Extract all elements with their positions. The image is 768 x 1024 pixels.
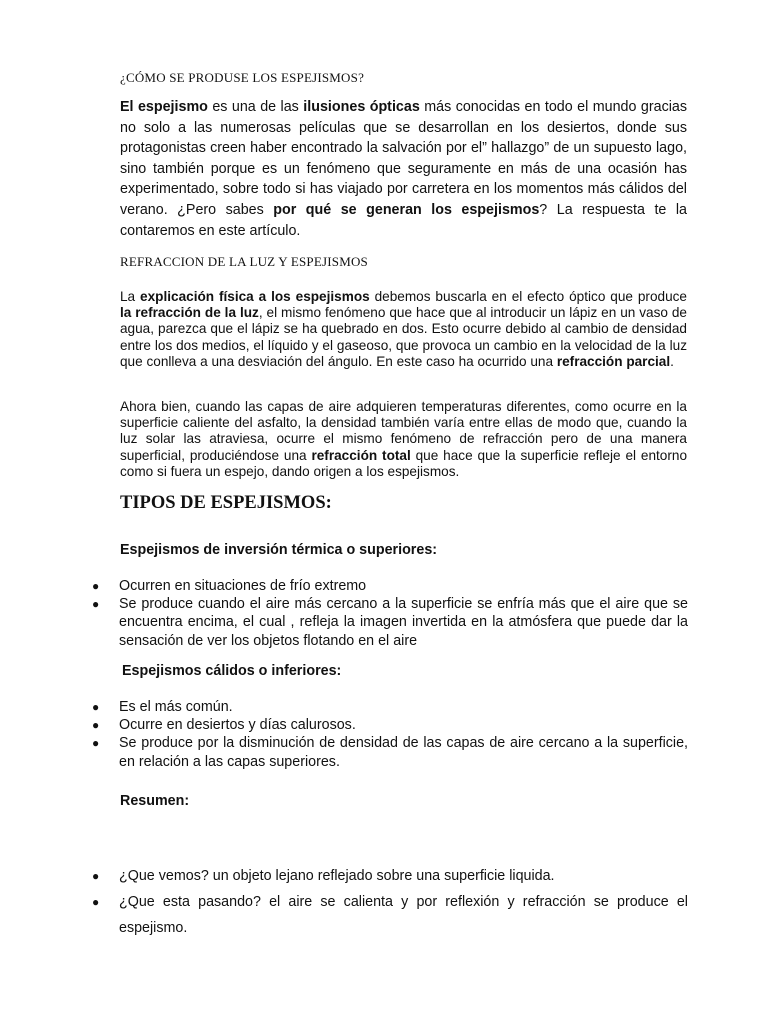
refraccion-paragraph-2: Ahora bien, cuando las capas de aire adquieren temperaturas diferentes, como ocurre en la superficie caliente del asfalto, la densidad también varía entre ellas de modo que, cuando la luz solar las atraviesa, ocurre el mismo fenómeno de refracción pero de una manera superficial, produciéndose una refracción total que hace que la superficie refleje el entorno como si fuera un espejo, dando origen a los espejismos.	[120, 399, 687, 479]
bullet-icon: ●	[92, 736, 100, 751]
bullet-icon: ●	[92, 700, 100, 714]
list-item: ● Es el más común.	[92, 699, 233, 715]
bullet-icon: ●	[92, 579, 100, 593]
refraccion-paragraph-1: La explicación física a los espejismos debemos buscarla en el efecto óptico que produce la refracción de la luz, el mismo fenómeno que hace que al introducir un lápiz en un vaso de agua, parezca que el lápiz se ha quebrado en dos. Esto ocurre debido al cambio de densidad entre los dos medios, el líquido y el gaseoso, que provoca un cambio en la velocidad de la luz que conlleva a una desviación del ángulo. En este caso ha ocurrido una refracción parcial.	[120, 289, 687, 369]
intro-paragraph: El espejismo es una de las ilusiones ópticas más conocidas en todo el mundo gracias no solo a las numerosas películas que se desarrollan en los desiertos, donde sus protagonistas creen haber encontrado la salvación por el” hallazgo” de un supuesto lago, sino también porque es un fenómeno que seguramente en más de una ocasión has experimentado, sobre todo si has viajado por carretera en los momentos más cálidos del verano. ¿Pero sabes por qué se generan los espejismos? La respuesta te la contaremos en este artículo.	[120, 99, 687, 239]
heading-refraccion: REFRACCION DE LA LUZ Y ESPEJISMOS	[120, 254, 368, 269]
bullet-icon: ●	[92, 895, 100, 909]
bullet-icon: ●	[92, 597, 100, 612]
list-item: ● Se produce por la disminución de densidad de las capas de aire cercano a la superficie, en relación a las capas superiores.	[92, 735, 688, 770]
heading-resumen: Resumen:	[120, 793, 190, 809]
bullet-icon: ●	[92, 869, 100, 883]
list-item: ● Ocurre en desiertos y días calurosos.	[92, 717, 356, 734]
list-item: ● Ocurren en situaciones de frío extremo	[92, 578, 367, 594]
list-item: ● ¿Que esta pasando? el aire se calienta y por reflexión y refracción se produce el espejismo.	[92, 889, 688, 941]
heading-superiores: Espejismos de inversión térmica o superiores:	[120, 542, 438, 558]
heading-como-se-produse: ¿CÓMO SE PRODUSE LOS ESPEJISMOS?	[120, 70, 365, 85]
heading-tipos: TIPOS DE ESPEJISMOS:	[120, 493, 332, 513]
list-item: ● ¿Que vemos? un objeto lejano reflejado sobre una superficie liquida.	[92, 863, 688, 889]
list-resumen	[92, 863, 688, 941]
list-superiores	[92, 577, 688, 650]
heading-inferiores: Espejismos cálidos o inferiores:	[122, 663, 342, 679]
list-item: ● Se produce cuando el aire más cercano a la superficie se enfría más que el aire que se encuentra encima, el cual , refleja la imagen invertida en la atmósfera que puede dar la sensación de ver los objetos flotando en el aire	[92, 596, 688, 649]
list-inferiores	[92, 698, 688, 771]
bullet-icon: ●	[92, 718, 100, 733]
